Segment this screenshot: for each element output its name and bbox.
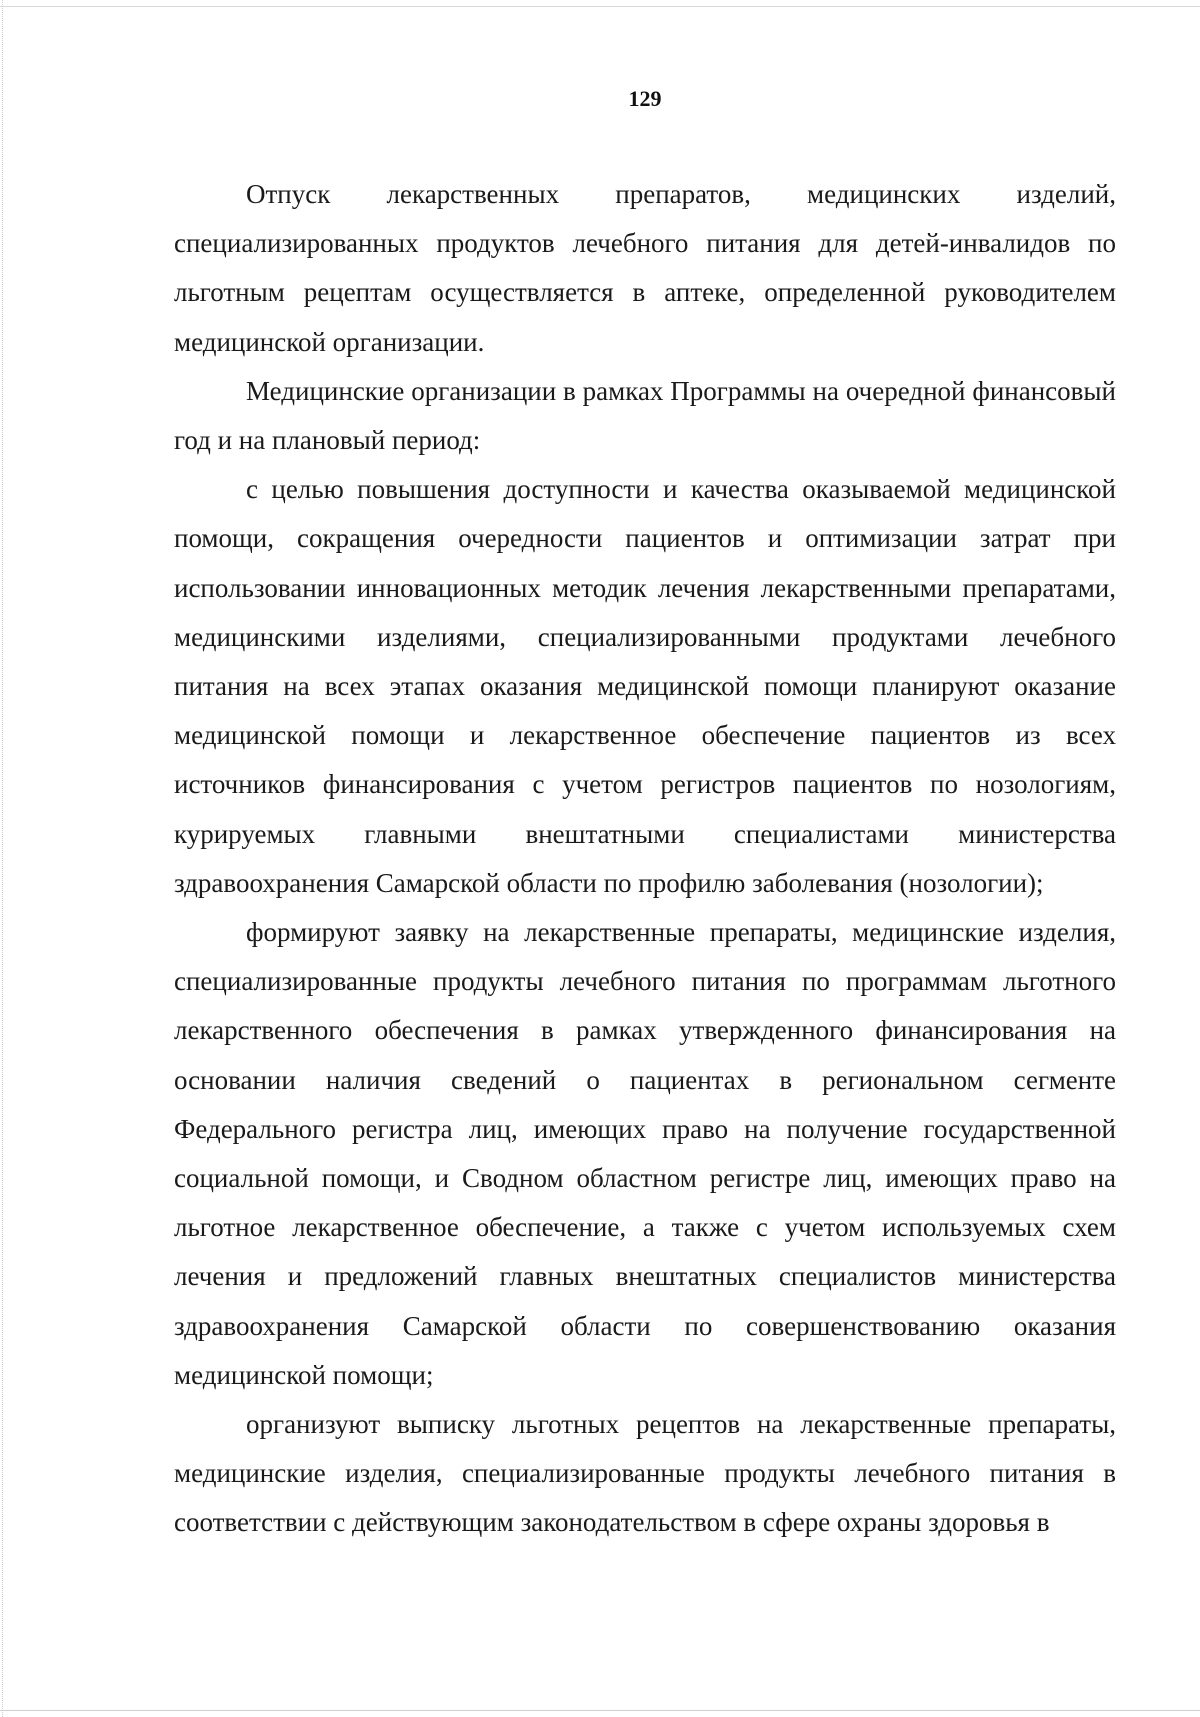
paragraph-dispensing: Отпуск лекарственных препаратов, медицинских изделий, специализированных продуктов лечебного питания для детей-инвалидов по льготным рецептам осуществляется в аптеке, определенной руководителем медицинской организации. [174, 179, 1116, 357]
scan-edge-left [2, 0, 3, 1717]
scan-edge-bottom [0, 1710, 1200, 1711]
body-text [174, 170, 1116, 1548]
paragraph-planning: с целью повышения доступности и качества оказываемой медицинской помощи, сокращения очередности пациентов и оптимизации затрат при использовании инновационных методик лечения лекарственными препаратами, медицинскими изделиями, специализированными продуктами лечебного питания на всех этапах оказания медицинской помощи планируют оказание медицинской помощи и лекарственное обеспечение пациентов из всех источников финансирования с учетом регистров пациентов по нозологиям, курируемых главными внештатными специалистами министерства здравоохранения Самарской области по профилю заболевания (нозологии); [174, 474, 1116, 898]
paragraph-prescriptions: организуют выписку льготных рецептов на лекарственные препараты, медицинские изделия, специализированные продукты лечебного питания в соответствии с действующим законодательством в сфере охраны здоровья в [174, 1409, 1116, 1538]
paragraph-medical-organizations: Медицинские организации в рамках Программы на очередной финансовый год и на плановый период: [174, 375, 1116, 456]
scan-edge-top [0, 6, 1200, 7]
paragraph-application: формируют заявку на лекарственные препараты, медицинские изделия, специализированные продукты лечебного питания по программам льготного лекарственного обеспечения в рамках утвержденного финансирования на основании наличия сведений о пациентах в региональном сегменте Федерального регистра лиц, имеющих право на получение государственной социальной помощи, и Сводном областном регистре лиц, имеющих право на льготное лекарственное обеспечение, а также с учетом используемых схем лечения и предложений главных внештатных специалистов министерства здравоохранения Самарской области по совершенствованию оказания медицинской помощи; [174, 917, 1116, 1390]
page-number: 129 [628, 86, 662, 111]
